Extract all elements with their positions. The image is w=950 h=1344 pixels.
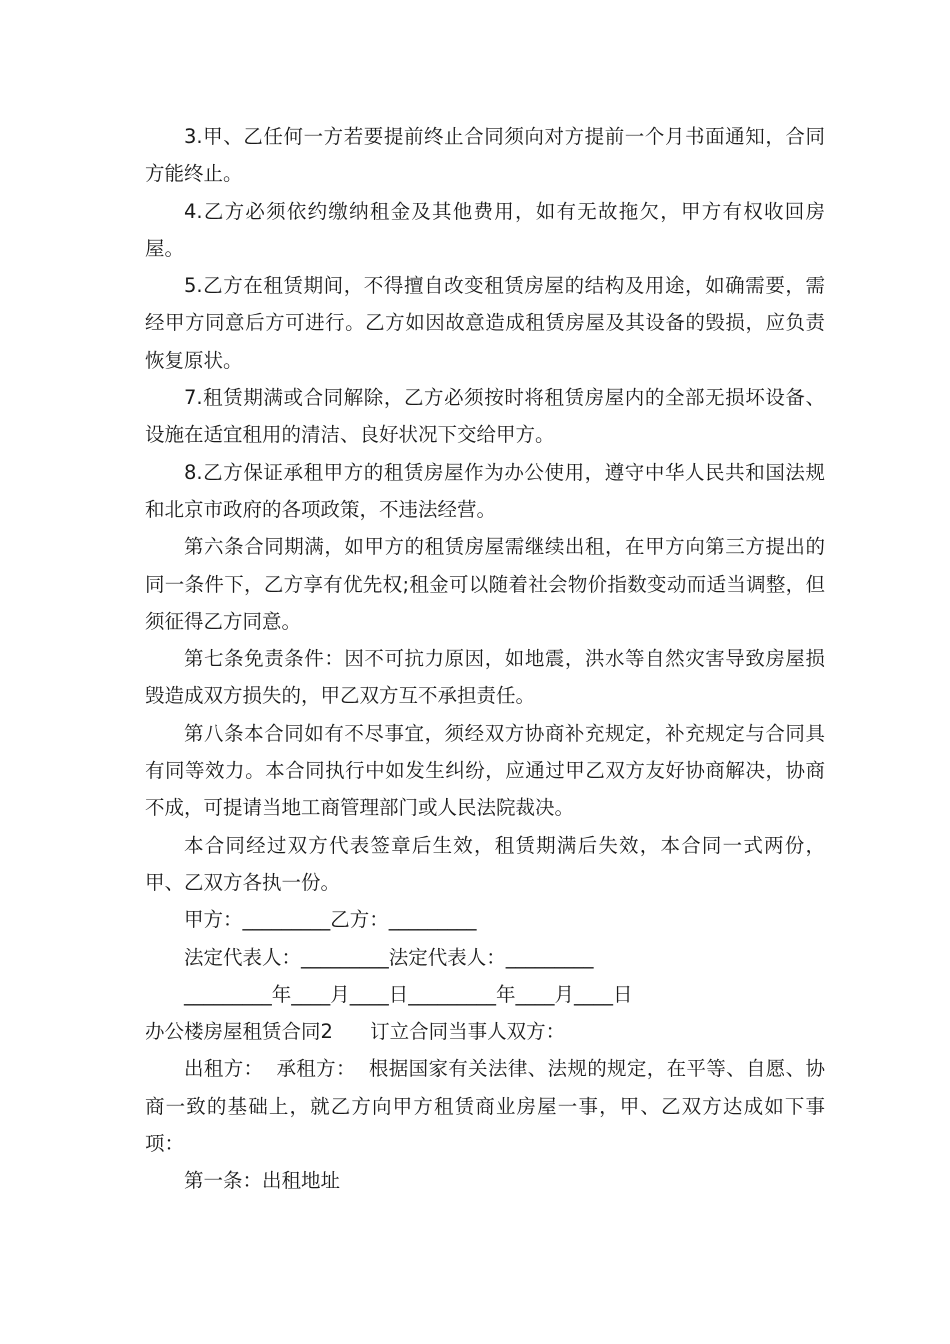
representative-signature-line: 法定代表人：_________法定代表人：_________: [184, 945, 594, 969]
date-signature-line: _________年____月____日_________年____月____日: [184, 982, 633, 1006]
document-body: [145, 118, 825, 1200]
article-6: 第六条合同期满，如甲方的租赁房屋需继续出租，在甲方向第三方提出的同一条件下，乙方享有优先权;租金可以随着社会物价指数变动而适当调整，但须征得乙方同意。: [145, 535, 825, 633]
effect-clause: 本合同经过双方代表签章后生效，租赁期满后失效，本合同一式两份，甲、乙双方各执一份。: [145, 833, 825, 894]
clause-5: 5.乙方在租赁期间，不得擅自改变租赁房屋的结构及用途，如确需要，需经甲方同意后方可进行。乙方如因故意造成租赁房屋及其设备的毁损，应负责恢复原状。: [145, 274, 825, 372]
clause-4: 4.乙方必须依约缴纳租金及其他费用，如有无故拖欠，甲方有权收回房屋。: [145, 199, 825, 260]
contract-2-preamble: 出租方： 承租方： 根据国家有关法律、法规的规定，在平等、自愿、协商一致的基础上，就乙方向甲方租赁商业房屋一事，甲、乙双方达成如下事项：: [145, 1057, 825, 1156]
contract-2-article-1: 第一条：出租地址: [184, 1169, 341, 1193]
clause-8: 8.乙方保证承租甲方的租赁房屋作为办公使用，遵守中华人民共和国法规和北京市政府的各项政策，不违法经营。: [145, 460, 825, 521]
clause-3: 3.甲、乙任何一方若要提前终止合同须向对方提前一个月书面通知，合同方能终止。: [145, 125, 825, 186]
contract-2-heading: 办公楼房屋租赁合同2 订立合同当事人双方：: [145, 1020, 566, 1044]
clause-7: 7.租赁期满或合同解除，乙方必须按时将租赁房屋内的全部无损坏设备、设施在适宜租用的清洁、良好状况下交给甲方。: [145, 386, 825, 447]
article-8: 第八条本合同如有不尽事宜，须经双方协商补充规定，补充规定与合同具有同等效力。本合同执行中如发生纠纷，应通过甲乙双方友好协商解决，协商不成，可提请当地工商管理部门或人民法院裁决。: [145, 721, 825, 820]
party-signature-line: 甲方：_________乙方：_________: [184, 908, 477, 932]
article-7: 第七条免责条件：因不可抗力原因，如地震，洪水等自然灾害导致房屋损毁造成双方损失的，甲乙双方互不承担责任。: [145, 647, 825, 708]
